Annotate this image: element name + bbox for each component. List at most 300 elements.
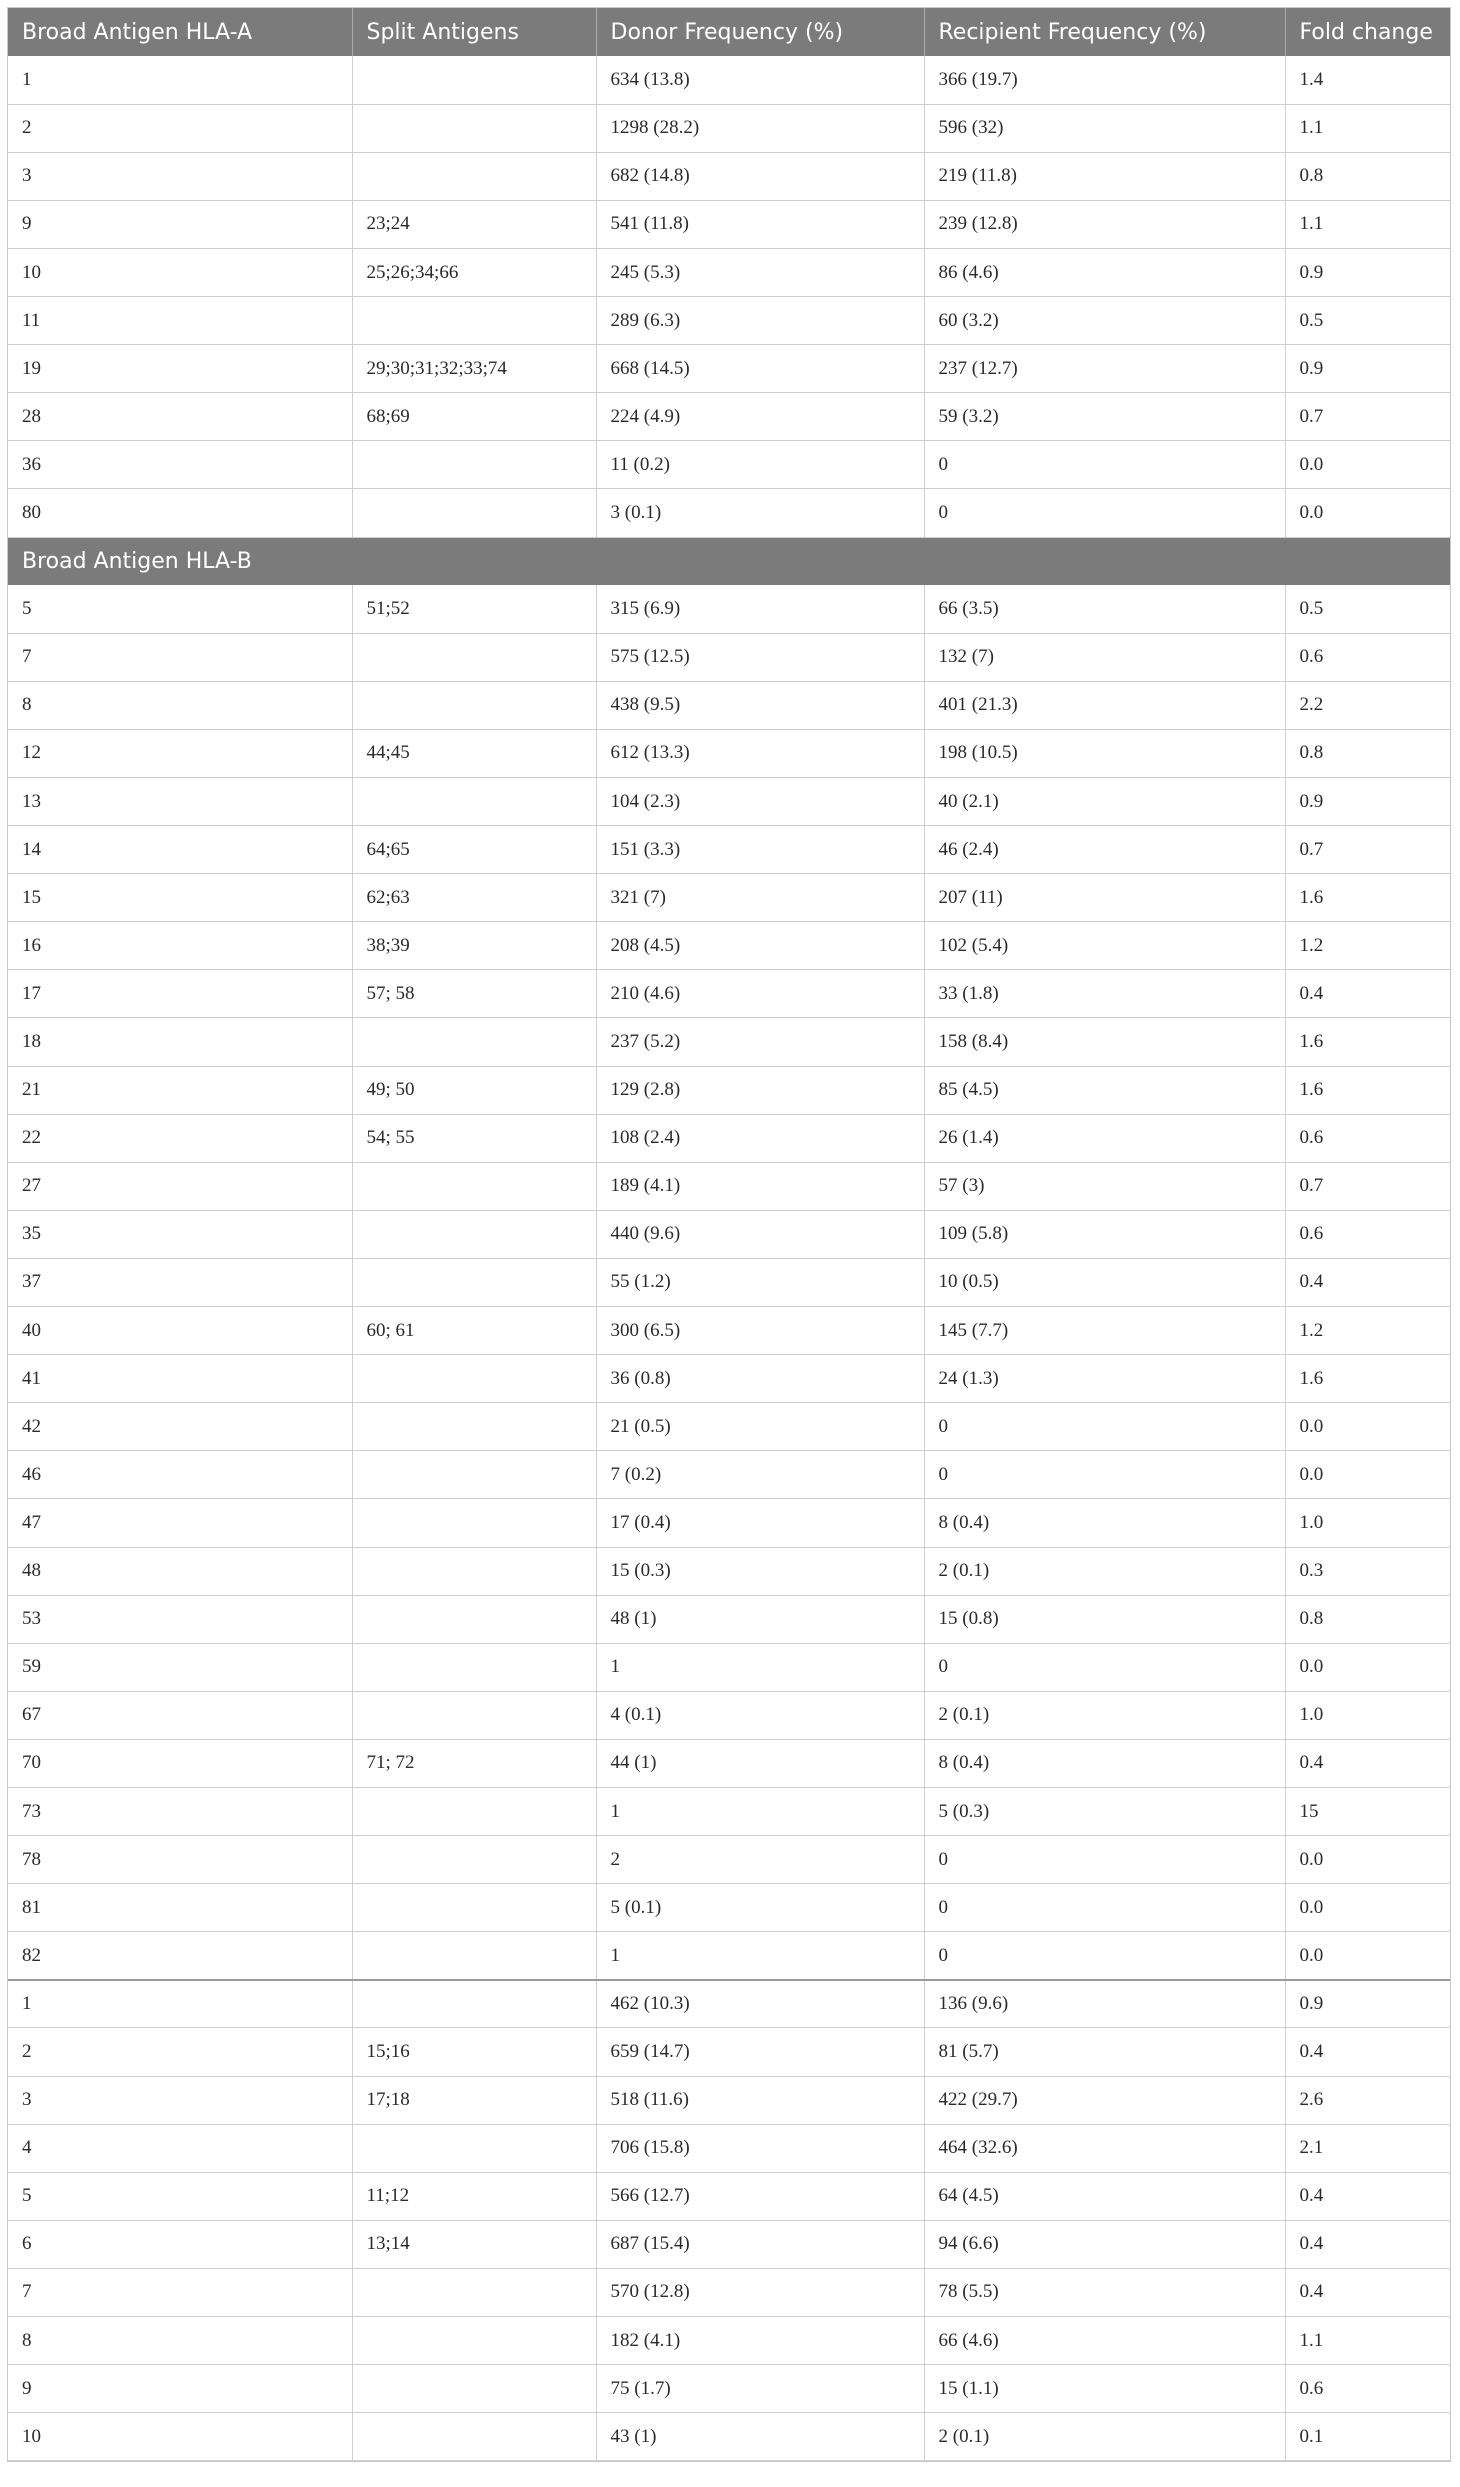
cell-broad-antigen: 27 [8, 1162, 352, 1210]
cell-recipient-frequency: 0 [924, 1643, 1285, 1691]
table-row [8, 874, 1450, 922]
cell-split-antigens [352, 1691, 596, 1739]
cell-split-antigens [352, 778, 596, 826]
cell-donor-frequency: 15 (0.3) [596, 1547, 924, 1595]
table-row [8, 393, 1450, 441]
cell-donor-frequency: 21 (0.5) [596, 1403, 924, 1451]
cell-broad-antigen: 22 [8, 1114, 352, 1162]
cell-recipient-frequency: 8 (0.4) [924, 1499, 1285, 1547]
cell-recipient-frequency: 46 (2.4) [924, 826, 1285, 874]
cell-broad-antigen: 4 [8, 2124, 352, 2172]
cell-recipient-frequency: 0 [924, 1836, 1285, 1884]
cell-fold-change: 0.6 [1285, 633, 1450, 681]
cell-donor-frequency: 151 (3.3) [596, 826, 924, 874]
cell-split-antigens [352, 1547, 596, 1595]
table-row [8, 1836, 1450, 1884]
table-row [8, 104, 1450, 152]
cell-recipient-frequency: 132 (7) [924, 633, 1285, 681]
table-row [8, 2124, 1450, 2172]
table-row [8, 1066, 1450, 1114]
cell-split-antigens: 68;69 [352, 393, 596, 441]
hla-b-section [8, 537, 1450, 585]
cell-fold-change: 1.2 [1285, 922, 1450, 970]
cell-donor-frequency: 189 (4.1) [596, 1162, 924, 1210]
cell-split-antigens [352, 1403, 596, 1451]
cell-split-antigens [352, 1884, 596, 1932]
cell-broad-antigen: 73 [8, 1787, 352, 1835]
cell-fold-change: 1.0 [1285, 1499, 1450, 1547]
table-row [8, 1210, 1450, 1258]
cell-fold-change: 1.2 [1285, 1307, 1450, 1355]
cell-fold-change: 0.0 [1285, 1643, 1450, 1691]
cell-recipient-frequency: 239 (12.8) [924, 200, 1285, 248]
cell-donor-frequency: 3 (0.1) [596, 489, 924, 537]
cell-broad-antigen: 6 [8, 2220, 352, 2268]
table-row [8, 441, 1450, 489]
cell-donor-frequency: 75 (1.7) [596, 2365, 924, 2413]
cell-split-antigens: 62;63 [352, 874, 596, 922]
table-row [8, 1162, 1450, 1210]
cell-broad-antigen: 81 [8, 1884, 352, 1932]
cell-fold-change: 0.9 [1285, 778, 1450, 826]
cell-broad-antigen: 5 [8, 585, 352, 633]
table-row [8, 2172, 1450, 2220]
cell-fold-change: 0.0 [1285, 441, 1450, 489]
cell-broad-antigen: 36 [8, 441, 352, 489]
table-row [8, 489, 1450, 537]
cell-split-antigens [352, 2365, 596, 2413]
cell-donor-frequency: 541 (11.8) [596, 200, 924, 248]
cell-recipient-frequency: 86 (4.6) [924, 248, 1285, 296]
cell-split-antigens: 17;18 [352, 2076, 596, 2124]
cell-recipient-frequency: 0 [924, 1403, 1285, 1451]
cell-recipient-frequency: 2 (0.1) [924, 2413, 1285, 2461]
table-row [8, 922, 1450, 970]
cell-split-antigens [352, 2268, 596, 2316]
cell-donor-frequency: 315 (6.9) [596, 585, 924, 633]
cell-donor-frequency: 634 (13.8) [596, 56, 924, 104]
cell-broad-antigen: 15 [8, 874, 352, 922]
cell-fold-change: 0.4 [1285, 1739, 1450, 1787]
cell-broad-antigen: 78 [8, 1836, 352, 1884]
cell-fold-change: 0.7 [1285, 1162, 1450, 1210]
hla-frequency-table-container [7, 7, 1451, 2462]
cell-split-antigens [352, 1355, 596, 1403]
cell-recipient-frequency: 464 (32.6) [924, 2124, 1285, 2172]
cell-recipient-frequency: 5 (0.3) [924, 1787, 1285, 1835]
header-fold-change: Fold change [1285, 8, 1450, 56]
cell-donor-frequency: 4 (0.1) [596, 1691, 924, 1739]
cell-recipient-frequency: 0 [924, 489, 1285, 537]
cell-broad-antigen: 41 [8, 1355, 352, 1403]
cell-split-antigens: 15;16 [352, 2028, 596, 2076]
cell-split-antigens: 49; 50 [352, 1066, 596, 1114]
table-row [8, 1547, 1450, 1595]
cell-fold-change: 0.6 [1285, 1210, 1450, 1258]
table-row [8, 2413, 1450, 2461]
table-header-row [8, 8, 1450, 56]
cell-recipient-frequency: 596 (32) [924, 104, 1285, 152]
cell-fold-change: 0.1 [1285, 2413, 1450, 2461]
cell-fold-change: 1.4 [1285, 56, 1450, 104]
cell-split-antigens [352, 681, 596, 729]
hla-frequency-table [8, 8, 1450, 2461]
cell-broad-antigen: 8 [8, 681, 352, 729]
cell-fold-change: 0.9 [1285, 1980, 1450, 2028]
table-row [8, 1595, 1450, 1643]
table-row [8, 1691, 1450, 1739]
cell-broad-antigen: 12 [8, 729, 352, 777]
table-row [8, 1499, 1450, 1547]
table-row [8, 1451, 1450, 1499]
cell-split-antigens [352, 441, 596, 489]
cell-fold-change: 0.9 [1285, 345, 1450, 393]
cell-split-antigens: 71; 72 [352, 1739, 596, 1787]
cell-recipient-frequency: 8 (0.4) [924, 1739, 1285, 1787]
cell-donor-frequency: 245 (5.3) [596, 248, 924, 296]
cell-split-antigens [352, 104, 596, 152]
cell-recipient-frequency: 66 (4.6) [924, 2317, 1285, 2365]
cell-split-antigens [352, 1595, 596, 1643]
cell-recipient-frequency: 60 (3.2) [924, 297, 1285, 345]
cell-recipient-frequency: 40 (2.1) [924, 778, 1285, 826]
cell-split-antigens [352, 1258, 596, 1306]
cell-recipient-frequency: 158 (8.4) [924, 1018, 1285, 1066]
cell-broad-antigen: 7 [8, 633, 352, 681]
cell-donor-frequency: 7 (0.2) [596, 1451, 924, 1499]
cell-split-antigens [352, 152, 596, 200]
cell-split-antigens [352, 1210, 596, 1258]
cell-fold-change: 0.7 [1285, 393, 1450, 441]
cell-fold-change: 1.1 [1285, 2317, 1450, 2365]
cell-fold-change: 1.6 [1285, 1018, 1450, 1066]
cell-recipient-frequency: 207 (11) [924, 874, 1285, 922]
cell-fold-change: 0.6 [1285, 2365, 1450, 2413]
cell-broad-antigen: 18 [8, 1018, 352, 1066]
table-row [8, 1643, 1450, 1691]
cell-donor-frequency: 518 (11.6) [596, 2076, 924, 2124]
cell-split-antigens: 23;24 [352, 200, 596, 248]
cell-split-antigens [352, 1836, 596, 1884]
cell-fold-change: 0.5 [1285, 297, 1450, 345]
cell-recipient-frequency: 0 [924, 1884, 1285, 1932]
cell-broad-antigen: 3 [8, 2076, 352, 2124]
cell-donor-frequency: 1 [596, 1932, 924, 1980]
cell-fold-change: 2.2 [1285, 681, 1450, 729]
cell-broad-antigen: 46 [8, 1451, 352, 1499]
cell-fold-change: 0.0 [1285, 489, 1450, 537]
cell-recipient-frequency: 59 (3.2) [924, 393, 1285, 441]
cell-broad-antigen: 8 [8, 2317, 352, 2365]
cell-recipient-frequency: 2 (0.1) [924, 1691, 1285, 1739]
cell-donor-frequency: 17 (0.4) [596, 1499, 924, 1547]
cell-split-antigens [352, 1932, 596, 1980]
table-row [8, 1739, 1450, 1787]
cell-fold-change: 0.3 [1285, 1547, 1450, 1595]
cell-donor-frequency: 440 (9.6) [596, 1210, 924, 1258]
cell-donor-frequency: 575 (12.5) [596, 633, 924, 681]
cell-fold-change: 0.4 [1285, 2028, 1450, 2076]
cell-donor-frequency: 1 [596, 1643, 924, 1691]
section-title-hla-b: Broad Antigen HLA-B [8, 537, 1450, 585]
cell-split-antigens [352, 1643, 596, 1691]
cell-recipient-frequency: 109 (5.8) [924, 1210, 1285, 1258]
cell-donor-frequency: 208 (4.5) [596, 922, 924, 970]
table-row [8, 2268, 1450, 2316]
cell-broad-antigen: 2 [8, 104, 352, 152]
table-row [8, 1018, 1450, 1066]
hla-a-rows [8, 56, 1450, 537]
table-row [8, 345, 1450, 393]
cell-broad-antigen: 5 [8, 2172, 352, 2220]
cell-fold-change: 0.9 [1285, 248, 1450, 296]
table-row [8, 1787, 1450, 1835]
cell-split-antigens: 64;65 [352, 826, 596, 874]
cell-recipient-frequency: 237 (12.7) [924, 345, 1285, 393]
cell-fold-change: 0.8 [1285, 1595, 1450, 1643]
cell-split-antigens: 11;12 [352, 2172, 596, 2220]
cell-broad-antigen: 80 [8, 489, 352, 537]
cell-recipient-frequency: 2 (0.1) [924, 1547, 1285, 1595]
table-row [8, 778, 1450, 826]
cell-recipient-frequency: 422 (29.7) [924, 2076, 1285, 2124]
cell-recipient-frequency: 219 (11.8) [924, 152, 1285, 200]
cell-split-antigens [352, 1980, 596, 2028]
cell-fold-change: 0.0 [1285, 1451, 1450, 1499]
table-row [8, 729, 1450, 777]
cell-split-antigens: 25;26;34;66 [352, 248, 596, 296]
cell-recipient-frequency: 10 (0.5) [924, 1258, 1285, 1306]
cell-split-antigens [352, 56, 596, 104]
cell-split-antigens [352, 297, 596, 345]
cell-fold-change: 0.4 [1285, 2220, 1450, 2268]
cell-recipient-frequency: 136 (9.6) [924, 1980, 1285, 2028]
cell-donor-frequency: 300 (6.5) [596, 1307, 924, 1355]
cell-donor-frequency: 108 (2.4) [596, 1114, 924, 1162]
table-row [8, 56, 1450, 104]
table-row [8, 1884, 1450, 1932]
cell-broad-antigen: 10 [8, 248, 352, 296]
table-row [8, 248, 1450, 296]
cell-split-antigens: 13;14 [352, 2220, 596, 2268]
cell-fold-change: 1.6 [1285, 1355, 1450, 1403]
cell-recipient-frequency: 94 (6.6) [924, 2220, 1285, 2268]
cell-split-antigens: 60; 61 [352, 1307, 596, 1355]
cell-fold-change: 0.0 [1285, 1403, 1450, 1451]
cell-donor-frequency: 44 (1) [596, 1739, 924, 1787]
header-broad-antigen-hla-a: Broad Antigen HLA-A [8, 8, 352, 56]
hla-b-rows [8, 585, 1450, 1980]
section-header-row [8, 537, 1450, 585]
cell-donor-frequency: 11 (0.2) [596, 441, 924, 489]
table-row [8, 2365, 1450, 2413]
cell-broad-antigen: 48 [8, 1547, 352, 1595]
cell-broad-antigen: 28 [8, 393, 352, 441]
table-row [8, 1355, 1450, 1403]
cell-split-antigens [352, 1451, 596, 1499]
cell-donor-frequency: 612 (13.3) [596, 729, 924, 777]
table-row [8, 1980, 1450, 2028]
cell-fold-change: 0.0 [1285, 1836, 1450, 1884]
table-row [8, 152, 1450, 200]
cell-recipient-frequency: 66 (3.5) [924, 585, 1285, 633]
cell-recipient-frequency: 78 (5.5) [924, 2268, 1285, 2316]
cell-split-antigens [352, 1499, 596, 1547]
cell-fold-change: 0.5 [1285, 585, 1450, 633]
table-row [8, 1114, 1450, 1162]
cell-fold-change: 0.4 [1285, 1258, 1450, 1306]
cell-split-antigens: 29;30;31;32;33;74 [352, 345, 596, 393]
cell-donor-frequency: 462 (10.3) [596, 1980, 924, 2028]
cell-fold-change: 1.1 [1285, 200, 1450, 248]
header-donor-frequency: Donor Frequency (%) [596, 8, 924, 56]
table-row [8, 1403, 1450, 1451]
cell-recipient-frequency: 33 (1.8) [924, 970, 1285, 1018]
cell-split-antigens [352, 2317, 596, 2365]
cell-donor-frequency: 1298 (28.2) [596, 104, 924, 152]
cell-fold-change: 15 [1285, 1787, 1450, 1835]
cell-split-antigens: 54; 55 [352, 1114, 596, 1162]
cell-broad-antigen: 11 [8, 297, 352, 345]
cell-broad-antigen: 47 [8, 1499, 352, 1547]
cell-donor-frequency: 210 (4.6) [596, 970, 924, 1018]
cell-broad-antigen: 35 [8, 1210, 352, 1258]
cell-fold-change: 0.8 [1285, 152, 1450, 200]
cell-split-antigens [352, 2124, 596, 2172]
cell-donor-frequency: 43 (1) [596, 2413, 924, 2461]
table-row [8, 1307, 1450, 1355]
cell-recipient-frequency: 102 (5.4) [924, 922, 1285, 970]
cell-broad-antigen: 70 [8, 1739, 352, 1787]
cell-broad-antigen: 1 [8, 56, 352, 104]
cell-fold-change: 2.6 [1285, 2076, 1450, 2124]
cell-broad-antigen: 59 [8, 1643, 352, 1691]
cell-donor-frequency: 129 (2.8) [596, 1066, 924, 1114]
cell-fold-change: 0.4 [1285, 2268, 1450, 2316]
cell-broad-antigen: 10 [8, 2413, 352, 2461]
cell-split-antigens [352, 2413, 596, 2461]
cell-donor-frequency: 48 (1) [596, 1595, 924, 1643]
cell-split-antigens [352, 489, 596, 537]
cell-donor-frequency: 237 (5.2) [596, 1018, 924, 1066]
table-row [8, 2028, 1450, 2076]
cell-broad-antigen: 3 [8, 152, 352, 200]
cell-split-antigens [352, 1018, 596, 1066]
cell-broad-antigen: 16 [8, 922, 352, 970]
cell-split-antigens: 51;52 [352, 585, 596, 633]
cell-donor-frequency: 668 (14.5) [596, 345, 924, 393]
cell-broad-antigen: 37 [8, 1258, 352, 1306]
cell-recipient-frequency: 85 (4.5) [924, 1066, 1285, 1114]
cell-donor-frequency: 1 [596, 1787, 924, 1835]
cell-donor-frequency: 289 (6.3) [596, 297, 924, 345]
cell-donor-frequency: 682 (14.8) [596, 152, 924, 200]
cell-donor-frequency: 438 (9.5) [596, 681, 924, 729]
cell-recipient-frequency: 81 (5.7) [924, 2028, 1285, 2076]
cell-broad-antigen: 19 [8, 345, 352, 393]
table-row [8, 297, 1450, 345]
table-row [8, 2317, 1450, 2365]
table-row [8, 585, 1450, 633]
third-group-rows [8, 1980, 1450, 2461]
cell-fold-change: 0.4 [1285, 970, 1450, 1018]
cell-donor-frequency: 687 (15.4) [596, 2220, 924, 2268]
table-row [8, 633, 1450, 681]
cell-broad-antigen: 9 [8, 2365, 352, 2413]
table-row [8, 970, 1450, 1018]
cell-split-antigens: 57; 58 [352, 970, 596, 1018]
cell-fold-change: 0.0 [1285, 1884, 1450, 1932]
cell-split-antigens [352, 633, 596, 681]
cell-fold-change: 0.0 [1285, 1932, 1450, 1980]
cell-donor-frequency: 706 (15.8) [596, 2124, 924, 2172]
cell-donor-frequency: 5 (0.1) [596, 1884, 924, 1932]
cell-donor-frequency: 566 (12.7) [596, 2172, 924, 2220]
cell-broad-antigen: 17 [8, 970, 352, 1018]
cell-fold-change: 0.8 [1285, 729, 1450, 777]
cell-split-antigens [352, 1787, 596, 1835]
cell-recipient-frequency: 24 (1.3) [924, 1355, 1285, 1403]
cell-fold-change: 1.0 [1285, 1691, 1450, 1739]
cell-donor-frequency: 182 (4.1) [596, 2317, 924, 2365]
header-split-antigens: Split Antigens [352, 8, 596, 56]
cell-broad-antigen: 53 [8, 1595, 352, 1643]
cell-recipient-frequency: 64 (4.5) [924, 2172, 1285, 2220]
cell-broad-antigen: 67 [8, 1691, 352, 1739]
cell-fold-change: 1.1 [1285, 104, 1450, 152]
cell-split-antigens: 38;39 [352, 922, 596, 970]
cell-broad-antigen: 13 [8, 778, 352, 826]
cell-split-antigens: 44;45 [352, 729, 596, 777]
cell-broad-antigen: 1 [8, 1980, 352, 2028]
cell-fold-change: 0.6 [1285, 1114, 1450, 1162]
cell-broad-antigen: 40 [8, 1307, 352, 1355]
cell-recipient-frequency: 0 [924, 441, 1285, 489]
table-row [8, 2076, 1450, 2124]
table-row [8, 1258, 1450, 1306]
cell-fold-change: 2.1 [1285, 2124, 1450, 2172]
cell-broad-antigen: 82 [8, 1932, 352, 1980]
cell-donor-frequency: 104 (2.3) [596, 778, 924, 826]
cell-recipient-frequency: 15 (0.8) [924, 1595, 1285, 1643]
cell-recipient-frequency: 401 (21.3) [924, 681, 1285, 729]
header-recipient-frequency: Recipient Frequency (%) [924, 8, 1285, 56]
cell-recipient-frequency: 15 (1.1) [924, 2365, 1285, 2413]
cell-recipient-frequency: 57 (3) [924, 1162, 1285, 1210]
cell-recipient-frequency: 145 (7.7) [924, 1307, 1285, 1355]
cell-recipient-frequency: 366 (19.7) [924, 56, 1285, 104]
cell-fold-change: 1.6 [1285, 874, 1450, 922]
cell-fold-change: 0.4 [1285, 2172, 1450, 2220]
cell-recipient-frequency: 0 [924, 1451, 1285, 1499]
table-row [8, 1932, 1450, 1980]
cell-broad-antigen: 9 [8, 200, 352, 248]
cell-donor-frequency: 659 (14.7) [596, 2028, 924, 2076]
cell-donor-frequency: 36 (0.8) [596, 1355, 924, 1403]
cell-broad-antigen: 2 [8, 2028, 352, 2076]
cell-fold-change: 1.6 [1285, 1066, 1450, 1114]
cell-split-antigens [352, 1162, 596, 1210]
cell-recipient-frequency: 26 (1.4) [924, 1114, 1285, 1162]
table-row [8, 681, 1450, 729]
cell-donor-frequency: 570 (12.8) [596, 2268, 924, 2316]
cell-recipient-frequency: 198 (10.5) [924, 729, 1285, 777]
cell-donor-frequency: 321 (7) [596, 874, 924, 922]
cell-donor-frequency: 224 (4.9) [596, 393, 924, 441]
cell-fold-change: 0.7 [1285, 826, 1450, 874]
table-row [8, 200, 1450, 248]
cell-donor-frequency: 55 (1.2) [596, 1258, 924, 1306]
